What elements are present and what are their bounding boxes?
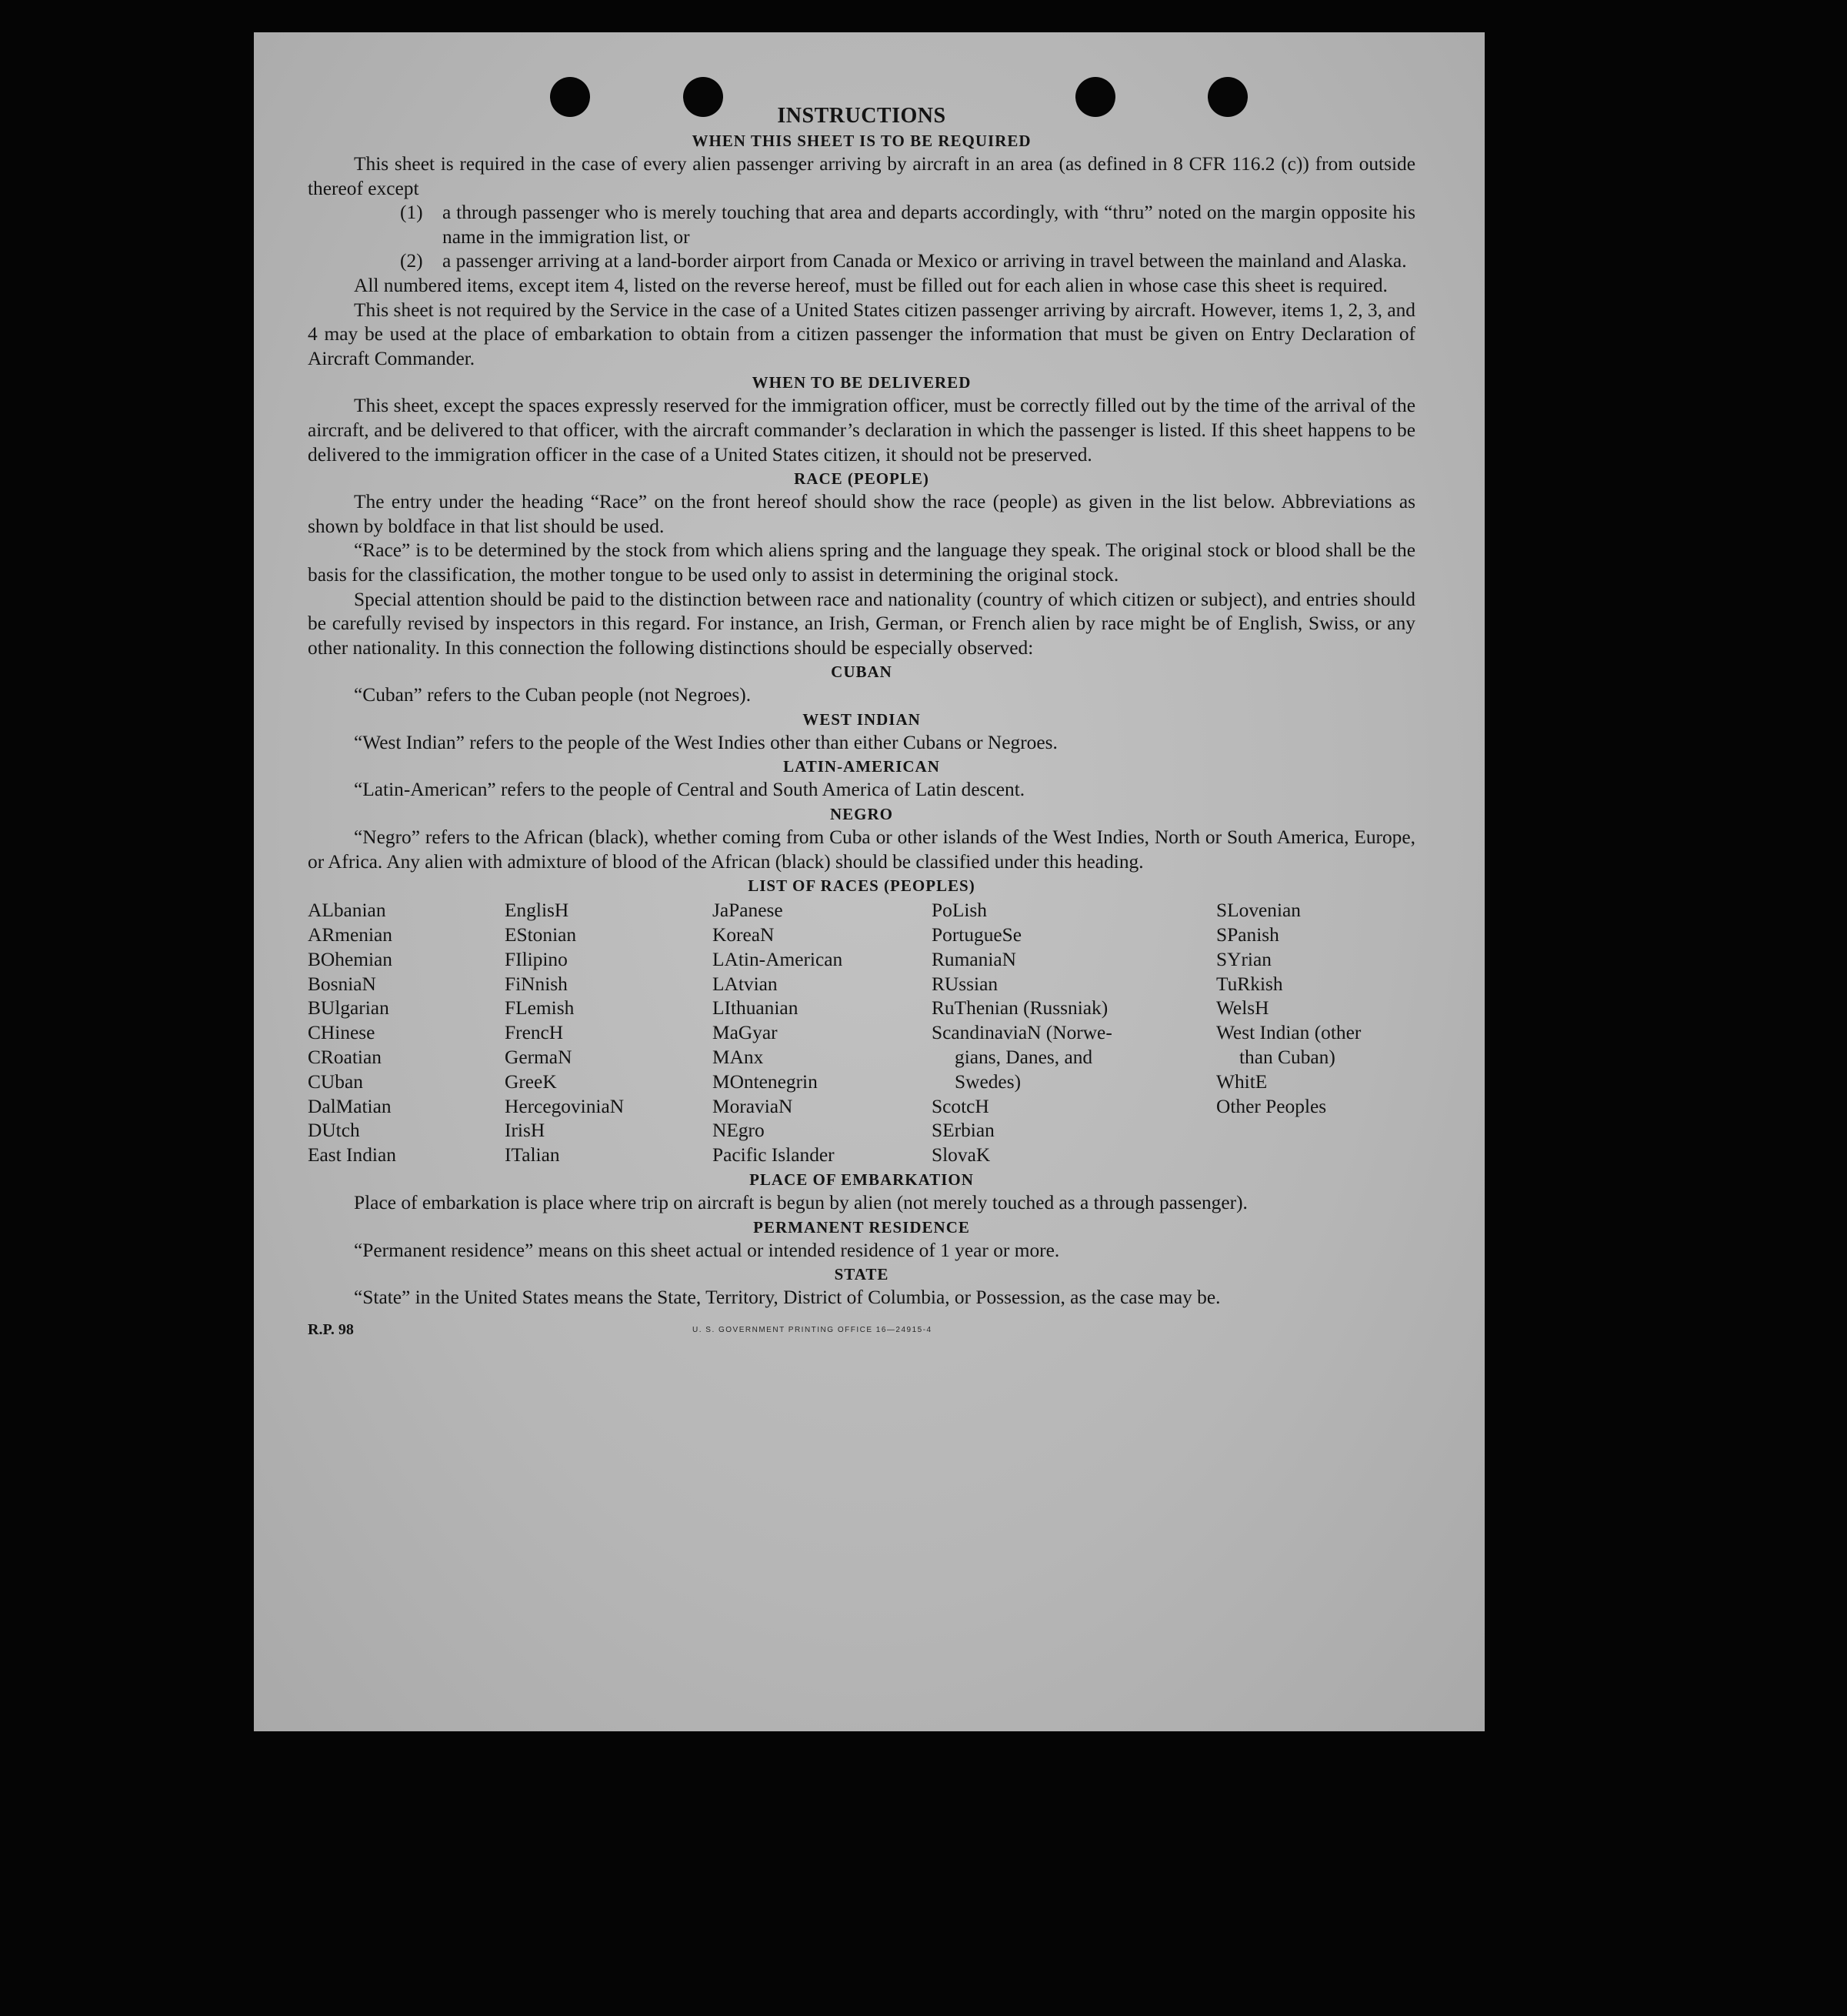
- race-entry: West Indian (other: [1216, 1022, 1362, 1044]
- race-entry: BUlgarian: [308, 997, 389, 1020]
- race-entry: BOhemian: [308, 948, 393, 970]
- paragraph: “Latin-American” refers to the people of Central and South America of Latin descent.: [354, 779, 1025, 801]
- paragraph: Special attention should be paid to the distinction between race and nationality (country of which citizen or subject), and entries should be carefully revised by inspectors in this regard. For instance, an Irish, German, or French alien by race might be of English, Swiss, or any other nationality. In this connection the following distinctions should be especially observed:: [308, 588, 1415, 659]
- printer-imprint: U. S. GOVERNMENT PRINTING OFFICE 16—24915-4: [692, 1325, 932, 1334]
- section-heading: CUBAN: [831, 663, 892, 682]
- race-entry: RUssian: [932, 973, 999, 995]
- section-heading: NEGRO: [829, 805, 893, 824]
- race-entry: LAtvian: [712, 973, 778, 995]
- race-entry: MOntenegrin: [712, 1070, 818, 1093]
- race-entry: CUban: [308, 1070, 363, 1093]
- race-entry: WelsH: [1216, 997, 1269, 1020]
- instruction-sheet: [254, 32, 1485, 1731]
- paragraph: “Cuban” refers to the Cuban people (not Negroes).: [354, 684, 752, 706]
- race-entry: ScandinaviaN (Norwe-: [932, 1022, 1112, 1044]
- race-entry: IrisH: [505, 1120, 545, 1142]
- item-text: a passenger arriving at a land-border airport from Canada or Mexico or arriving in travel between the mainland and Alaska.: [442, 250, 1407, 272]
- section-heading: STATE: [834, 1265, 889, 1284]
- race-entry: SlovaK: [932, 1144, 991, 1167]
- paragraph: All numbered items, except item 4, listed on the reverse hereof, must be filled out for each alien in whose case this sheet is required.: [354, 274, 1388, 296]
- race-entry: PortugueSe: [932, 924, 1022, 946]
- race-entry: TuRkish: [1216, 973, 1283, 995]
- race-entry: HercegoviniaN: [505, 1095, 625, 1117]
- form-number: R.P. 98: [308, 1320, 354, 1338]
- race-entry: EStonian: [505, 924, 577, 946]
- paragraph: This sheet is required in the case of every alien passenger arriving by aircraft in an area (as defined in 8 CFR 116.2 (c)) from outside thereof except: [308, 153, 1415, 199]
- race-entry: MaGyar: [712, 1022, 778, 1044]
- race-entry: KoreaN: [712, 924, 775, 946]
- race-entry: LIthuanian: [712, 997, 798, 1020]
- section-heading: LATIN-AMERICAN: [783, 757, 940, 776]
- instructions-content: [308, 103, 1415, 1342]
- section-heading: WHEN THIS SHEET IS TO BE REQUIRED: [692, 132, 1032, 150]
- race-entry: ARmenian: [308, 924, 393, 946]
- race-entry: MAnx: [712, 1046, 764, 1069]
- race-entry: FIlipino: [505, 948, 568, 970]
- race-entry-continued: gians, Danes, and: [955, 1046, 1093, 1069]
- page-title: INSTRUCTIONS: [777, 104, 946, 128]
- paragraph: “Race” is to be determined by the stock from which aliens spring and the language they speak. The original stock or blood shall be the basis for the classification, the mother tongue to be used only to assist in determining the original stock.: [308, 539, 1415, 586]
- race-column: [308, 899, 505, 1168]
- race-entry: EnglisH: [505, 900, 569, 922]
- paragraph: The entry under the heading “Race” on the front hereof should show the race (people) as given in the list below. Abbreviations as shown by boldface in that list should be used.: [308, 491, 1415, 537]
- race-entry: LAtin-American: [712, 948, 843, 970]
- paragraph: “Negro” refers to the African (black), whether coming from Cuba or other islands of the West Indies, North or South America, Europe, or Africa. Any alien with admixture of blood of the African (black) should be classified under this heading.: [308, 826, 1415, 873]
- item-number: (1): [400, 202, 423, 224]
- race-entry: CRoatian: [308, 1046, 382, 1069]
- section-heading: PLACE OF EMBARKATION: [749, 1170, 974, 1190]
- item-number: (2): [400, 250, 423, 272]
- section-heading: WEST INDIAN: [802, 709, 921, 729]
- race-entry: NEgro: [712, 1120, 765, 1142]
- item-text: a through passenger who is merely touching that area and departs accordingly, with “thru” noted on the margin opposite his name in the immigration list, or: [442, 202, 1415, 248]
- paragraph: “West Indian” refers to the people of the West Indies other than either Cubans or Negroes.: [354, 731, 1058, 753]
- numbered-item: [308, 249, 1415, 274]
- race-entry: DalMatian: [308, 1095, 392, 1117]
- race-entry: GreeK: [505, 1070, 557, 1093]
- paragraph: “State” in the United States means the State, Territory, District of Columbia, or Possession, as the case may be.: [354, 1287, 1221, 1309]
- numbered-item: [308, 201, 1415, 249]
- paragraph: “Permanent residence” means on this sheet actual or intended residence of 1 year or more.: [354, 1239, 1060, 1261]
- race-column: [712, 899, 932, 1168]
- paragraph: Place of embarkation is place where trip on aircraft is begun by alien (not merely touched as a through passenger).: [354, 1192, 1248, 1214]
- race-entry: BosniaN: [308, 973, 376, 995]
- race-entry: ALbanian: [308, 900, 386, 922]
- paragraph: This sheet, except the spaces expressly reserved for the immigration officer, must be correctly filled out by the time of the arrival of the aircraft, and be delivered to that officer, with the aircraft commander’s declaration in which the passenger is listed. If this sheet happens to be delivered to the immigration officer in the case of a United States citizen, it should not be preserved.: [308, 395, 1415, 466]
- page-footer: [308, 1318, 1415, 1343]
- race-entry: PoLish: [932, 900, 987, 922]
- race-column: [932, 899, 1216, 1168]
- section-heading: LIST OF RACES (PEOPLES): [748, 876, 975, 896]
- race-column: [1216, 899, 1415, 1168]
- race-entry: SPanish: [1216, 924, 1279, 946]
- paragraph: This sheet is not required by the Service in the case of a United States citizen passenger arriving by aircraft. However, items 1, 2, 3, and 4 may be used at the place of embarkation to obtain from a citizen passenger the information that must be given on Entry Declaration of Aircraft Commander.: [308, 299, 1415, 369]
- race-column: [505, 899, 712, 1168]
- race-entry: Other Peoples: [1216, 1095, 1327, 1117]
- race-entry-continued: than Cuban): [1239, 1046, 1335, 1069]
- section-heading: PERMANENT RESIDENCE: [753, 1217, 970, 1237]
- race-entry: FLemish: [505, 997, 575, 1020]
- race-entry: CHinese: [308, 1022, 375, 1044]
- section-heading: WHEN TO BE DELIVERED: [752, 373, 972, 392]
- race-entry: East Indian: [308, 1144, 396, 1167]
- race-entry: GermaN: [505, 1046, 572, 1069]
- race-entry: DUtch: [308, 1120, 360, 1142]
- race-entry: RuThenian (Russniak): [932, 997, 1109, 1020]
- race-entry: ITalian: [505, 1144, 560, 1167]
- race-entry: FiNnish: [505, 973, 568, 995]
- section-heading: RACE (PEOPLE): [794, 469, 929, 489]
- race-entry: FrencH: [505, 1022, 564, 1044]
- race-entry: WhitE: [1216, 1070, 1268, 1093]
- race-entry: SYrian: [1216, 948, 1272, 970]
- race-entry: ScotcH: [932, 1095, 989, 1117]
- race-entry-continued: Swedes): [955, 1070, 1022, 1093]
- race-entry: JaPanese: [712, 900, 783, 922]
- race-entry: RumaniaN: [932, 948, 1017, 970]
- race-entry: SErbian: [932, 1120, 995, 1142]
- race-entry: Pacific Islander: [712, 1144, 835, 1167]
- race-entry: MoraviaN: [712, 1095, 793, 1117]
- race-entry: SLovenian: [1216, 900, 1302, 922]
- race-list: [308, 899, 1415, 1168]
